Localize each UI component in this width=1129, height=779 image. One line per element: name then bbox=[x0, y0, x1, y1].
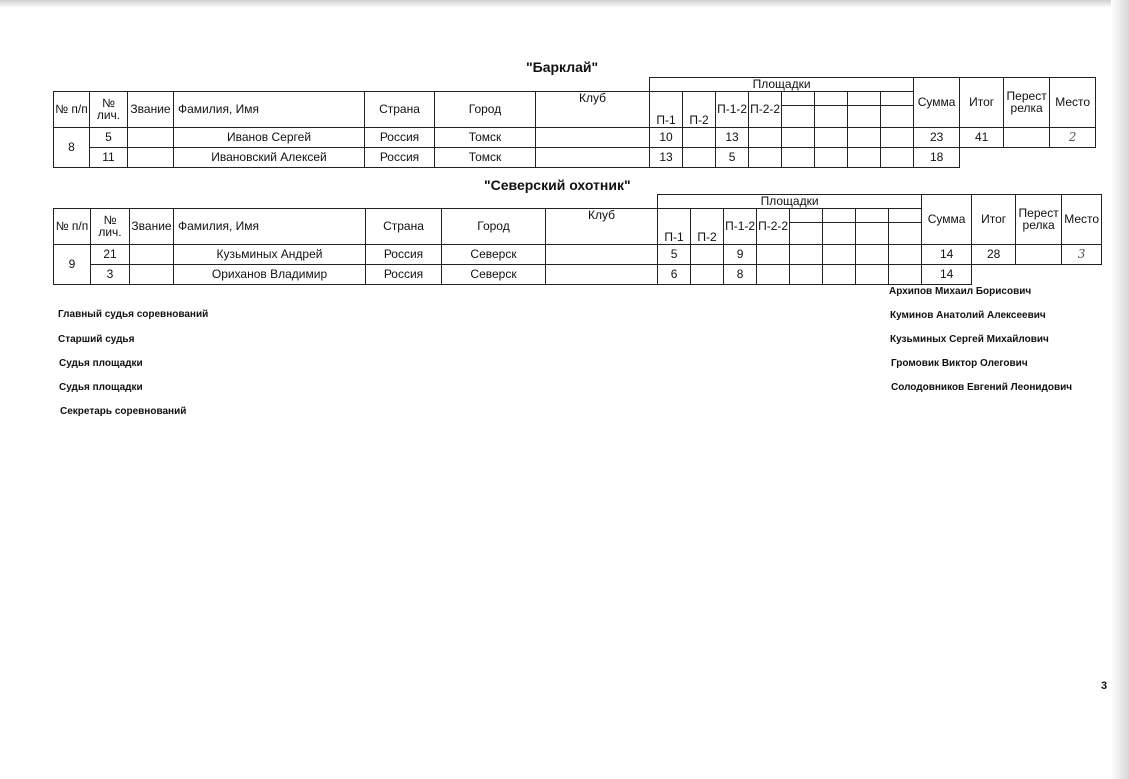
team-place: 3 bbox=[1062, 244, 1102, 264]
athlete-country: Россия bbox=[365, 127, 435, 147]
page-number: 3 bbox=[1101, 680, 1108, 692]
score-p11: 8 bbox=[724, 264, 757, 284]
score-p2 bbox=[683, 127, 716, 147]
score-p1: 13 bbox=[650, 147, 683, 167]
athlete-name: Кузьминых Андрей bbox=[174, 244, 366, 264]
athlete-sum: 23 bbox=[914, 127, 960, 147]
score-p2 bbox=[691, 244, 724, 264]
athlete-city: Северск bbox=[442, 244, 546, 264]
score-p1: 5 bbox=[658, 244, 691, 264]
team-title: "Барклай" bbox=[526, 59, 599, 75]
team-total: 41 bbox=[960, 127, 1004, 147]
team-results-table bbox=[53, 77, 1096, 168]
athlete-name: Иванов Сергей bbox=[174, 127, 365, 147]
zvanie-header: Звание bbox=[130, 208, 174, 244]
team-row-number: 8 bbox=[54, 127, 90, 167]
familiya-header: Фамилия, Имя bbox=[174, 91, 365, 127]
official-name: Солодовников Евгений Леонидович bbox=[891, 382, 1073, 393]
p1-header: П-1 bbox=[658, 208, 691, 244]
klub-header: Клуб bbox=[546, 208, 658, 244]
ploshchadki-header: Площадки bbox=[658, 195, 922, 209]
p22-header: П-2-2 bbox=[757, 208, 790, 244]
athlete-country: Россия bbox=[366, 264, 442, 284]
official-name: Громовик Виктор Олегович bbox=[891, 358, 1028, 369]
athlete-sum: 14 bbox=[922, 264, 972, 284]
p11-header: П-1-2 bbox=[716, 91, 749, 127]
itog-header: Итог bbox=[960, 78, 1004, 128]
summa-header: Сумма bbox=[914, 78, 960, 128]
lich-number: 5 bbox=[90, 127, 128, 147]
zvanie-header: Звание bbox=[128, 91, 174, 127]
mesto-header: Место bbox=[1062, 195, 1102, 245]
num-pp-header: № п/п bbox=[54, 91, 90, 127]
p1-header: П-1 bbox=[650, 91, 683, 127]
official-role: Секретарь соревнований bbox=[60, 406, 187, 417]
familiya-header: Фамилия, Имя bbox=[174, 208, 366, 244]
summa-header: Сумма bbox=[922, 195, 972, 245]
ploshchadki-header: Площадки bbox=[650, 78, 914, 92]
team-results-table bbox=[53, 194, 1102, 285]
score-p11: 9 bbox=[724, 244, 757, 264]
official-name: Куминов Анатолий Алексеевич bbox=[890, 310, 1046, 321]
athlete-name: Ивановский Алексей bbox=[174, 147, 365, 167]
score-p1: 10 bbox=[650, 127, 683, 147]
p2-header: П-2 bbox=[691, 208, 724, 244]
lich-number: 3 bbox=[91, 264, 130, 284]
team-place: 2 bbox=[1050, 127, 1096, 147]
team-row-number: 9 bbox=[54, 244, 91, 284]
num-lich-header: № лич. bbox=[91, 208, 130, 244]
score-p11: 13 bbox=[716, 127, 749, 147]
official-role: Главный судья соревнований bbox=[58, 309, 209, 320]
gorod-header: Город bbox=[435, 91, 536, 127]
score-p2 bbox=[691, 264, 724, 284]
athlete-country: Россия bbox=[365, 147, 435, 167]
mesto-header: Место bbox=[1050, 78, 1096, 128]
team-title: "Северский охотник" bbox=[484, 177, 631, 193]
num-pp-header: № п/п bbox=[54, 208, 91, 244]
p2-header: П-2 bbox=[683, 91, 716, 127]
itog-header: Итог bbox=[972, 195, 1016, 245]
official-role: Старший судья bbox=[58, 334, 135, 345]
official-role: Судья площадки bbox=[59, 382, 143, 393]
official-name: Архипов Михаил Борисович bbox=[889, 286, 1032, 297]
lich-number: 11 bbox=[90, 147, 128, 167]
score-p2 bbox=[683, 147, 716, 167]
athlete-city: Северск bbox=[442, 264, 546, 284]
athlete-city: Томск bbox=[435, 147, 536, 167]
athlete-country: Россия bbox=[366, 244, 442, 264]
lich-number: 21 bbox=[91, 244, 130, 264]
p22-header: П-2-2 bbox=[749, 91, 782, 127]
scan-edge-top bbox=[0, 0, 1129, 8]
gorod-header: Город bbox=[442, 208, 546, 244]
score-p11: 5 bbox=[716, 147, 749, 167]
athlete-city: Томск bbox=[435, 127, 536, 147]
strana-header: Страна bbox=[365, 91, 435, 127]
p11-header: П-1-2 bbox=[724, 208, 757, 244]
klub-header: Клуб bbox=[536, 91, 650, 127]
num-lich-header: № лич. bbox=[90, 91, 128, 127]
perestrelka-header: Перест релка bbox=[1004, 78, 1050, 128]
strana-header: Страна bbox=[366, 208, 442, 244]
team-total: 28 bbox=[972, 244, 1016, 264]
athlete-sum: 14 bbox=[922, 244, 972, 264]
scan-edge-right bbox=[1111, 0, 1129, 779]
athlete-name: Ориханов Владимир bbox=[174, 264, 366, 284]
athlete-sum: 18 bbox=[914, 147, 960, 167]
perestrelka-header: Перест релка bbox=[1016, 195, 1062, 245]
official-role: Судья площадки bbox=[59, 358, 143, 369]
score-p1: 6 bbox=[658, 264, 691, 284]
official-name: Кузьминых Сергей Михайлович bbox=[890, 334, 1049, 345]
